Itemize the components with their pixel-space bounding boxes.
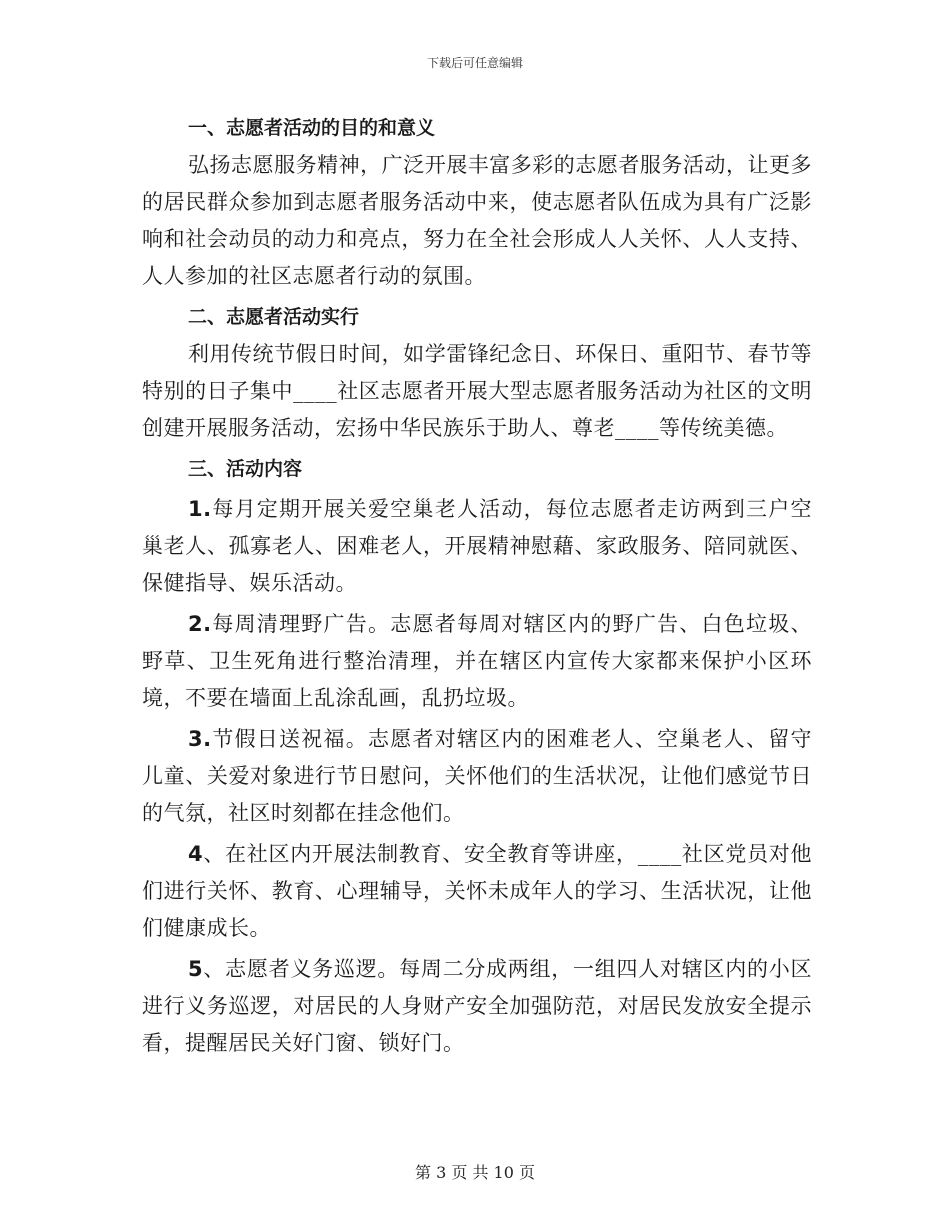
list-item-number: 5 <box>188 957 204 981</box>
list-item <box>142 606 812 717</box>
list-item-text: 节假日送祝福。志愿者对辖区内的困难老人、空巢老人、留守儿童、关爱对象进行节日慰问，关怀他们的生活状况，让他们感觉节日的气氛，社区时刻都在挂念他们。 <box>142 727 812 825</box>
list-item-number: 3. <box>188 727 212 751</box>
list-item-text: 、志愿者义务巡逻。每周二分成两组，一组四人对辖区内的小区进行义务巡逻，对居民的人身财产安全加强防范，对居民发放安全提示看，提醒居民关好门窗、锁好门。 <box>142 957 812 1055</box>
list-item <box>142 836 812 947</box>
section-heading-content: 三、活动内容 <box>188 458 303 480</box>
list-item <box>142 951 812 1062</box>
section-body-implementation: 利用传统节假日时间，如学雷锋纪念日、环保日、重阳节、春节等特别的日子集中____社区志愿者开展大型志愿者服务活动为社区的文明创建开展服务活动，宏扬中华民族乐于助人、尊老____等传统美德。 <box>142 342 812 440</box>
list-item-number: 1. <box>188 497 212 521</box>
section-heading-implementation: 二、志愿者活动实行 <box>188 306 360 328</box>
list-item-number: 2. <box>188 612 212 636</box>
page-header-note: 下载后可任意编辑 <box>426 56 523 70</box>
list-item-text: 、在社区内开展法制教育、安全教育等讲座，____社区党员对他们进行关怀、教育、心理辅导，关怀未成年人的学习、生活状况，让他们健康成长。 <box>142 842 812 940</box>
page-number-footer: 第 3 页 共 10 页 <box>415 1163 535 1182</box>
list-item <box>142 721 812 832</box>
section-heading-purpose: 一、志愿者活动的目的和意义 <box>188 117 436 139</box>
list-item-text: 每周清理野广告。志愿者每周对辖区内的野广告、白色垃圾、野草、卫生死角进行整治清理，并在辖区内宣传大家都来保护小区环境，不要在墙面上乱涂乱画，乱扔垃圾。 <box>142 612 812 710</box>
list-item <box>142 491 812 602</box>
list-item-number: 4 <box>188 842 204 866</box>
section-body-purpose: 弘扬志愿服务精神，广泛开展丰富多彩的志愿者服务活动，让更多的居民群众参加到志愿者服务活动中来，使志愿者队伍成为具有广泛影响和社会动员的动力和亮点，努力在全社会形成人人关怀、人人支持、人人参加的社区志愿者行动的氛围。 <box>142 153 812 288</box>
list-item-text: 每月定期开展关爱空巢老人活动，每位志愿者走访两到三户空巢老人、孤寡老人、困难老人，开展精神慰藉、家政服务、陪同就医、保健指导、娱乐活动。 <box>142 497 812 595</box>
document-body <box>142 110 812 1062</box>
